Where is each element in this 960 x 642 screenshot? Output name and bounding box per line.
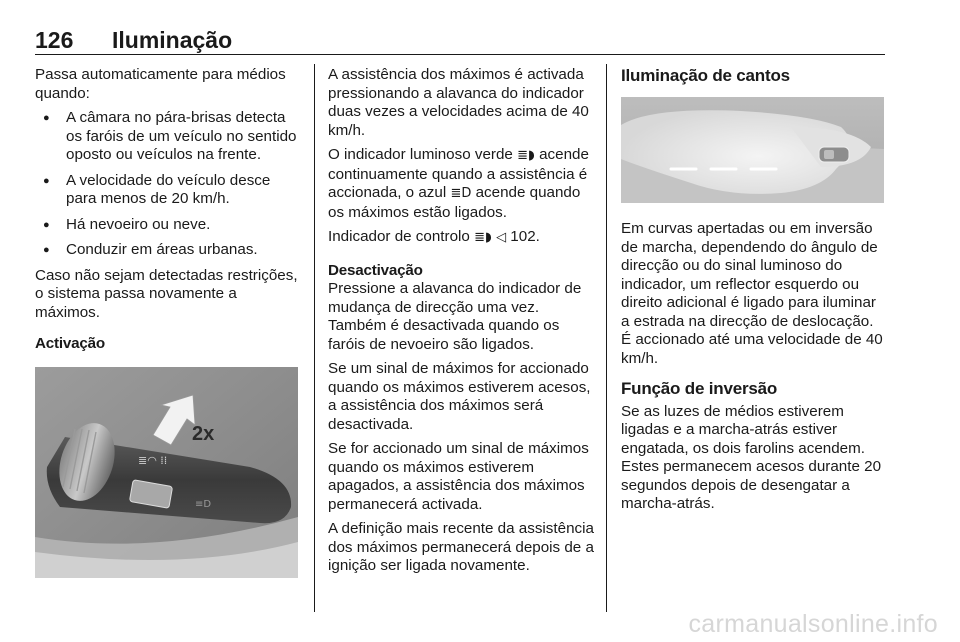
paragraph: [328, 146, 596, 222]
lever-illustration: [35, 367, 298, 578]
conditions-list: [35, 109, 300, 260]
column-2: [328, 66, 596, 582]
section-heading-funcao-inversao: Função de inversão: [621, 379, 778, 398]
section-heading-iluminacao-cantos: Iluminação de cantos: [621, 66, 790, 85]
auto-high-beam-icon: ≣◗: [474, 230, 492, 245]
svg-text:≣◠ ⁞⁞: ≣◠ ⁞⁞: [138, 454, 168, 467]
column-divider: [606, 64, 607, 612]
section-heading-desactivacao: Desactivação: [328, 261, 423, 279]
auto-high-beam-icon: ≣◗: [517, 148, 535, 163]
paragraph: Se as luzes de médios estiverem ligadas e a marcha-atrás estiver engatada, os dois farolins acendem. Estes permanecem acesos durante 20 segundos depois de desengatar a marcha-atrás.: [621, 402, 882, 512]
page-title: Iluminação: [112, 27, 233, 53]
cornering-light-illustration: [621, 97, 884, 203]
list-item: ● A câmara no pára-brisas detecta os faróis de um veículo no sentido oposto ou veículos na frente.: [35, 109, 300, 165]
text-fragment: O indicador luminoso verde: [328, 146, 513, 163]
list-item: ● Há nevoeiro ou neve.: [35, 216, 300, 235]
press-twice-label: 2x: [192, 423, 215, 445]
paragraph: Caso não sejam detectadas restrições, o sistema passa novamente a máximos.: [35, 266, 298, 321]
paragraph: Em curvas apertadas ou em inversão de marcha, dependendo do ângulo de direcção ou do sinal luminoso do indicador, um reflector esquerdo ou direito adicional é ligado para iluminar a estrada na direcção de deslocação. É accionado até uma velocidade de 40 km/h.: [621, 220, 883, 367]
list-item: ● A velocidade do veículo desce para menos de 20 km/h.: [35, 172, 300, 209]
column-3-body: [621, 220, 887, 520]
paragraph: [328, 228, 596, 248]
text-fragment: acende continuamente quando a assistência é accionada, o azul: [328, 146, 589, 201]
intro-text: Passa automaticamente para médios quando:: [35, 66, 286, 102]
watermark: carmanualsonline.info: [688, 610, 938, 638]
column-1: [35, 66, 300, 354]
section-heading-activacao: Activação: [35, 335, 105, 352]
high-beam-icon: ≣D: [450, 186, 472, 201]
header-rule: [35, 54, 885, 55]
page-number: 126: [35, 27, 74, 53]
paragraph: A assistência dos máximos é activada pressionando a alavanca do indicador duas vezes a velocidades acima de 40 km/h.: [328, 66, 589, 139]
paragraph: A definição mais recente da assistência dos máximos permanecerá depois de a ignição ser ligada novamente.: [328, 520, 594, 574]
text-fragment: acende quando os máximos estão ligados.: [328, 184, 581, 221]
column-divider: [314, 64, 315, 612]
text-fragment: Indicador de controlo: [328, 228, 470, 245]
text-fragment: 102.: [510, 228, 540, 245]
column-3: [621, 66, 887, 86]
paragraph: Se um sinal de máximos for accionado quando os máximos estiverem acesos, a assistência dos máximos será desactivada.: [328, 360, 591, 433]
page-reference-icon: ◁: [496, 230, 507, 245]
list-item: ● Conduzir em áreas urbanas.: [35, 241, 300, 260]
paragraph: Pressione a alavanca do indicador de mudança de direcção uma vez. Também é desactivada quando os faróis de nevoeiro são ligados.: [328, 280, 582, 353]
svg-text:≡D: ≡D: [195, 499, 212, 510]
paragraph: Se for accionado um sinal de máximos quando os máximos estiverem apagados, a assistência dos máximos permanecerá activada.: [328, 440, 589, 513]
